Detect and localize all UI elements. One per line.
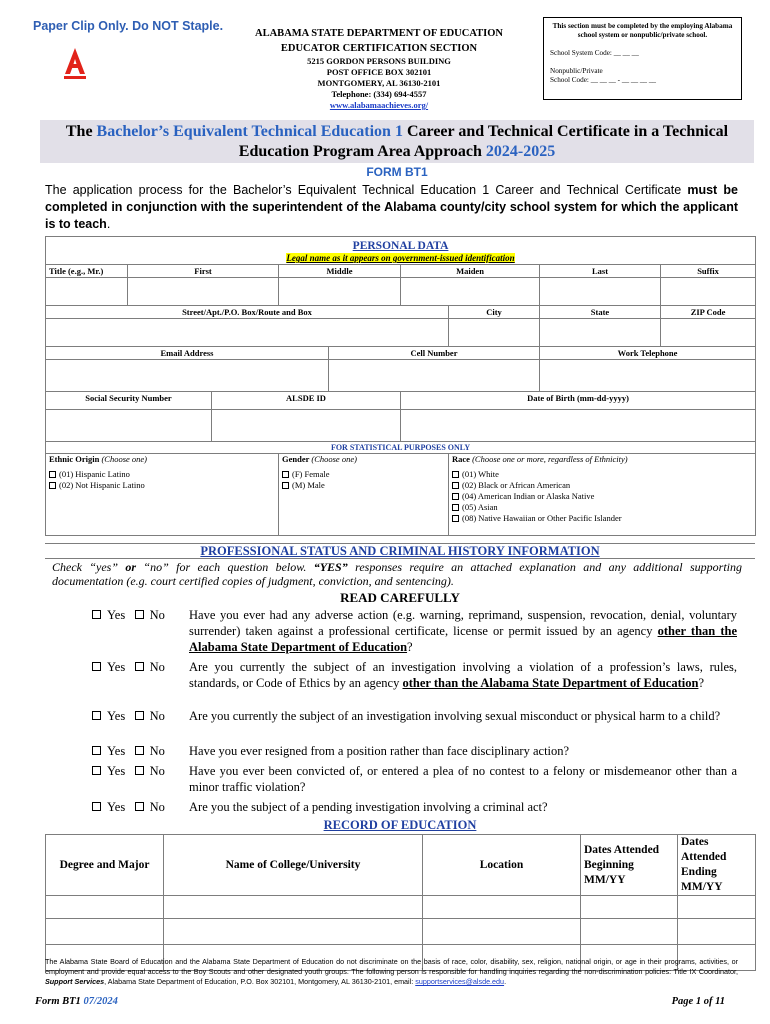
label-work-phone: Work Telephone xyxy=(540,347,756,360)
telephone: Telephone: (334) 694-4557 xyxy=(331,89,427,99)
professional-status-title: PROFESSIONAL STATUS AND CRIMINAL HISTORY INFORMATION xyxy=(45,543,755,559)
last-name-input[interactable] xyxy=(540,278,661,306)
certificate-title xyxy=(40,120,754,163)
race-group xyxy=(449,454,756,536)
gender-hint: (Choose one) xyxy=(311,454,357,464)
col-location: Location xyxy=(423,835,581,896)
end-date-input[interactable] xyxy=(678,919,756,945)
maiden-name-input[interactable] xyxy=(401,278,540,306)
footer-text-3: . xyxy=(504,977,507,986)
label-middle: Middle xyxy=(279,265,401,278)
yes-no-group xyxy=(92,607,165,623)
checkbox-icon[interactable] xyxy=(49,482,56,489)
state-input[interactable] xyxy=(540,319,661,347)
yes-no-group xyxy=(92,708,165,724)
no-label: No xyxy=(149,660,165,674)
label-city: City xyxy=(449,306,540,319)
race-option[interactable]: (05) Asian xyxy=(452,502,752,513)
cell-input[interactable] xyxy=(329,360,540,392)
label-suffix: Suffix xyxy=(661,265,756,278)
address-line-1: 5215 GORDON PERSONS BUILDING xyxy=(307,56,451,66)
yes-label: Yes xyxy=(107,709,126,723)
gender-group xyxy=(279,454,449,536)
college-input[interactable] xyxy=(164,919,423,945)
ssn-input[interactable] xyxy=(46,410,212,442)
begin-date-input[interactable] xyxy=(581,896,678,919)
instr-part-1: Check “yes” xyxy=(52,560,126,574)
col-degree: Degree and Major xyxy=(46,835,164,896)
read-carefully: READ CAREFULLY xyxy=(340,590,460,605)
yes-no-group xyxy=(92,659,165,675)
form-footer-label xyxy=(35,996,118,1007)
location-input[interactable] xyxy=(423,919,581,945)
email-input[interactable] xyxy=(46,360,329,392)
question-sexual-misconduct xyxy=(92,708,737,724)
degree-input[interactable] xyxy=(46,919,164,945)
checkbox-icon[interactable] xyxy=(452,515,459,522)
yes-label: Yes xyxy=(107,800,126,814)
footer-text-2: , Alabama State Department of Education, P.O. Box 302101, Montgomery, AL 36130-2101, email: xyxy=(104,977,416,986)
question-emphasis: other than the Alabama State Department of Education xyxy=(189,624,737,654)
end-date-input[interactable] xyxy=(678,896,756,919)
zip-input[interactable] xyxy=(661,319,756,347)
label-maiden: Maiden xyxy=(401,265,540,278)
form-code: FORM BT1 xyxy=(366,165,428,179)
question-investigation-profession xyxy=(92,659,737,691)
label-dob: Date of Birth (mm-dd-yyyy) xyxy=(401,392,756,410)
yes-label: Yes xyxy=(107,744,126,758)
no-label: No xyxy=(149,764,165,778)
suffix-input[interactable] xyxy=(661,278,756,306)
label-ssn: Social Security Number xyxy=(46,392,212,410)
section-name: EDUCATOR CERTIFICATION SECTION xyxy=(280,43,478,54)
label-title: Title (e.g., Mr.) xyxy=(46,265,128,278)
race-option[interactable]: (01) White xyxy=(452,469,752,480)
page-number: Page 1 of 11 xyxy=(671,996,725,1007)
label-last: Last xyxy=(540,265,661,278)
question-text: Are you currently the subject of an investigation involving sexual misconduct or physical harm to a child? xyxy=(189,709,721,723)
title-program: Bachelor’s Equivalent Technical Education 1 xyxy=(96,123,403,140)
intro-paragraph xyxy=(45,182,738,233)
question-text: Are you currently the subject of an investigation involving a violation of a profession’s laws, rules, standards, or Code of Ethics by an agency xyxy=(189,660,737,690)
instr-yes: “YES” xyxy=(313,560,348,574)
race-option[interactable]: (08) Native Hawaiian or Other Pacific Islander xyxy=(452,513,752,524)
no-checkbox-icon[interactable] xyxy=(135,766,144,775)
school-system-code-field[interactable]: School System Code: __ __ __ xyxy=(550,49,639,57)
title-input[interactable] xyxy=(46,278,128,306)
checkbox-icon[interactable] xyxy=(452,471,459,478)
city-input[interactable] xyxy=(449,319,540,347)
ethnic-option[interactable]: (01) Hispanic Latino xyxy=(49,469,275,480)
ethnic-option[interactable]: (02) Not Hispanic Latino xyxy=(49,480,275,491)
yes-checkbox-icon[interactable] xyxy=(92,662,101,671)
race-option[interactable]: (02) Black or African American xyxy=(452,480,752,491)
label-street: Street/Apt./P.O. Box/Route and Box xyxy=(46,306,449,319)
checkbox-icon[interactable] xyxy=(49,471,56,478)
no-label: No xyxy=(149,800,165,814)
street-input[interactable] xyxy=(46,319,449,347)
yes-checkbox-icon[interactable] xyxy=(92,766,101,775)
education-row xyxy=(46,919,756,945)
ethnic-label: Ethnic Origin xyxy=(49,454,100,464)
title-part-3: Career and Technical Certificate in a Technical Education Program Area Approach xyxy=(238,123,729,160)
alsde-id-input[interactable] xyxy=(212,410,401,442)
question-end: ? xyxy=(407,640,413,654)
question-text: Have you ever resigned from a position rather than face disciplinary action? xyxy=(189,744,570,758)
school-code-field[interactable]: School Code: __ __ __ - __ __ __ __ xyxy=(550,76,657,84)
question-text: Have you ever had any adverse action (e.g. warning, reprimand, suspension, revocation, denial, voluntary surrender) taken against a professional certificate, license or permit issued by an agency xyxy=(189,608,737,638)
first-name-input[interactable] xyxy=(128,278,279,306)
no-checkbox-icon[interactable] xyxy=(135,802,144,811)
checkbox-icon[interactable] xyxy=(452,504,459,511)
question-text: Have you ever been convicted of, or entered a plea of no contest to a felony or misdemeanor other than a minor traffic violation? xyxy=(189,764,737,794)
intro-bold: must be completed in conjunction with the superintendent of the Alabama county/city school system for which the applicant is to teach xyxy=(45,183,738,231)
instr-part-2: “no” for each question below. xyxy=(136,560,314,574)
form-date: 07/2024 xyxy=(83,996,118,1007)
question-text: Are you the subject of a pending investigation involving a criminal act? xyxy=(189,800,548,814)
yes-checkbox-icon[interactable] xyxy=(92,746,101,755)
statistical-heading: FOR STATISTICAL PURPOSES ONLY xyxy=(330,443,471,452)
yes-no-group xyxy=(92,799,165,815)
label-zip: ZIP Code xyxy=(661,306,756,319)
support-email-link[interactable]: supportservices@alsde.edu xyxy=(415,977,505,986)
education-row xyxy=(46,896,756,919)
gender-option[interactable]: (M) Male xyxy=(282,480,445,491)
record-of-education-title: RECORD OF EDUCATION xyxy=(323,818,477,832)
label-state: State xyxy=(540,306,661,319)
no-label: No xyxy=(149,608,165,622)
department-header xyxy=(218,26,540,111)
question-resigned xyxy=(92,743,737,759)
school-system-box xyxy=(543,17,742,100)
no-checkbox-icon[interactable] xyxy=(135,662,144,671)
college-input[interactable] xyxy=(164,896,423,919)
instr-or: or xyxy=(125,560,137,574)
footer-support-services: Support Services xyxy=(45,977,105,986)
footer-text-1: The Alabama State Board of Education and the Alabama State Department of Education do not discriminate on the basis of race, color, disability, sex, religion, national origin, or age in their programs, activities, or employment and provide equal access to the Boy Scouts and other designated youth groups. The following person is responsible for handling inquiries regarding the non-discrimination policies: Title IX Coordinator, xyxy=(45,957,738,976)
title-part-1: The xyxy=(65,123,97,140)
race-option[interactable]: (04) American Indian or Alaska Native xyxy=(452,491,752,502)
dob-input[interactable] xyxy=(401,410,756,442)
title-year: 2024-2025 xyxy=(485,143,556,160)
dept-name: ALABAMA STATE DEPARTMENT OF EDUCATION xyxy=(255,28,503,39)
gender-label: Gender xyxy=(282,454,310,464)
yes-label: Yes xyxy=(107,764,126,778)
form-id: Form BT1 xyxy=(35,996,84,1007)
race-hint: (Choose one or more, regardless of Ethnicity) xyxy=(472,454,628,464)
checkbox-icon[interactable] xyxy=(282,482,289,489)
intro-text: The application process for the Bachelor’s Equivalent Technical Education 1 Career and Technical Certificate xyxy=(45,183,688,197)
degree-input[interactable] xyxy=(46,896,164,919)
nonpublic-label: Nonpublic/Private xyxy=(550,67,603,75)
address-line-2: POST OFFICE BOX 302101 xyxy=(326,67,432,77)
yes-no-group xyxy=(92,763,165,779)
ethnic-hint: (Choose one) xyxy=(101,454,147,464)
checkbox-icon[interactable] xyxy=(452,493,459,500)
gender-option[interactable]: (F) Female xyxy=(282,469,445,480)
instr-part-3: responses require an attached explanation and any additional supporting documentation (e.g. court certified copies of judgment, conviction, and sentencing). xyxy=(52,560,743,588)
question-adverse-action xyxy=(92,607,737,655)
yes-checkbox-icon[interactable] xyxy=(92,711,101,720)
col-begin-date: Dates Attended Beginning MM/YY xyxy=(581,835,678,896)
question-criminal-investigation xyxy=(92,799,737,815)
no-label: No xyxy=(149,744,165,758)
label-cell: Cell Number xyxy=(329,347,540,360)
address-line-3: MONTGOMERY, AL 36130-2101 xyxy=(317,78,441,88)
ethnic-origin-group xyxy=(46,454,279,536)
no-label: No xyxy=(149,709,165,723)
intro-end: . xyxy=(106,217,111,231)
alsde-logo-icon xyxy=(62,46,88,80)
label-first: First xyxy=(128,265,279,278)
no-checkbox-icon[interactable] xyxy=(135,711,144,720)
nondiscrimination-notice xyxy=(45,957,738,987)
question-convicted xyxy=(92,763,737,795)
checkbox-icon[interactable] xyxy=(282,471,289,478)
question-end: ? xyxy=(698,676,704,690)
no-checkbox-icon[interactable] xyxy=(135,610,144,619)
legal-name-note: Legal name as it appears on government-issued identification xyxy=(286,253,515,263)
yes-label: Yes xyxy=(107,660,126,674)
col-college: Name of College/University xyxy=(164,835,423,896)
yes-label: Yes xyxy=(107,608,126,622)
system-box-heading: This section must be completed by the employing Alabama school system or nonpublic/private school. xyxy=(552,22,733,39)
label-email: Email Address xyxy=(46,347,329,360)
checkbox-icon[interactable] xyxy=(452,482,459,489)
professional-instructions xyxy=(52,560,742,588)
paperclip-note: Paper Clip Only. Do NOT Staple. xyxy=(33,19,224,33)
personal-data-title: PERSONAL DATA xyxy=(352,240,449,252)
location-input[interactable] xyxy=(423,896,581,919)
education-table xyxy=(45,834,756,971)
question-emphasis: other than the Alabama State Department of Education xyxy=(402,676,699,690)
work-phone-input[interactable] xyxy=(540,360,756,392)
website-link[interactable]: www.alabamaachieves.org/ xyxy=(329,100,429,110)
label-alsde-id: ALSDE ID xyxy=(212,392,401,410)
personal-data-table xyxy=(45,236,756,536)
yes-checkbox-icon[interactable] xyxy=(92,802,101,811)
col-end-date: Dates Attended Ending MM/YY xyxy=(678,835,756,896)
yes-no-group xyxy=(92,743,165,759)
middle-name-input[interactable] xyxy=(279,278,401,306)
no-checkbox-icon[interactable] xyxy=(135,746,144,755)
yes-checkbox-icon[interactable] xyxy=(92,610,101,619)
race-label: Race xyxy=(452,454,470,464)
begin-date-input[interactable] xyxy=(581,919,678,945)
